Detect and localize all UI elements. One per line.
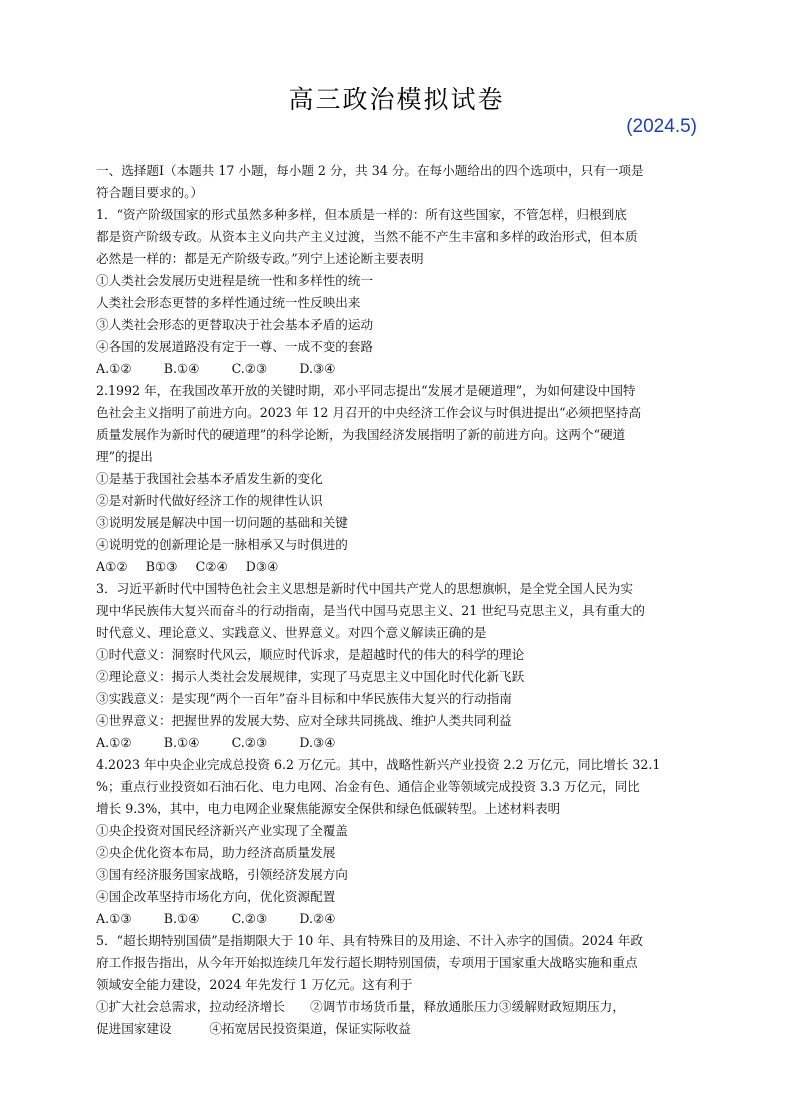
option-b: B.①④ [163,361,200,376]
choice-statement: ③国有经济服务国家战略，引领经济发展方向 [96,867,348,882]
choice-statement: ③实践意义：是实现“两个一百年”奋斗目标和中华民族伟大复兴的行动指南 [96,691,512,706]
question-stem: 色社会主义指明了前进方向。2023 年 12 月召开的中央经济工作会议与时俱进提出“必须把坚持高 [96,405,642,420]
option-b: B①③ [145,559,178,574]
choice-statement: ①人类社会发展历史进程是统一性和多样性的统一 [96,273,374,288]
question-3 [96,578,696,754]
option-a: A.①③ [96,911,132,926]
question-stem: 都是资产阶级专政。从资本主义向共产主义过渡，当然不能不产生丰富和多样的政治形式，但本质 [96,229,638,244]
choice-statement: ①扩大社会总需求，拉动经济增长 ②调节市场货币量，释放通胀压力③缓解财政短期压力， [96,999,625,1014]
choice-statement: ③人类社会形态的更替取决于社会基本矛盾的运动 [96,317,374,332]
question-stem: %；重点行业投资如石油石化、电力电网、冶金有色、通信企业等领域完成投资 3.3 万亿元，同比 [96,779,640,794]
question-4 [96,754,696,930]
section-instructions [96,160,696,204]
option-a: A.①② [96,361,132,376]
exam-date: (2024.5) [626,116,697,137]
choice-statement: ④国企改革坚持市场化方向，优化资源配置 [96,889,336,904]
question-stem: 质量发展作为新时代的硬道理”的科学论断，为我国经济发展指明了新的前进方向。这两个“硬道 [96,427,626,442]
choice-statement: ①央企投资对国民经济新兴产业实现了全覆盖 [96,823,348,838]
choice-statement: 人类社会形态更替的多样性通过统一性反映出来 [96,295,361,310]
text-line: 一、选择题Ⅰ（本题共 17 小题，每小题 2 分，共 34 分。在每小题给出的四个选项中，只有一项是 [96,163,644,178]
question-5 [96,930,696,1040]
answer-options [96,732,696,754]
question-stem: 理”的提出 [96,449,153,464]
text-line: 符合题目要求的。） [96,185,204,200]
option-d: D.③④ [299,735,336,750]
choice-statement: ②央企优化资本布局，助力经济高质量发展 [96,845,336,860]
page-title: 高三政治模拟试卷 [288,85,505,114]
option-d: D.③④ [299,361,336,376]
question-stem: 3．习近平新时代中国特色社会主义思想是新时代中国共产党人的思想旗帜，是全党全国人民为实 [96,581,633,596]
question-stem: 2.1992 年，在我国改革开放的关键时期，邓小平同志提出“发展才是硬道理”，为如何建设中国特 [96,383,636,398]
exam-body [96,160,696,1040]
option-d: D.②④ [299,911,336,926]
option-b: B.①④ [163,911,200,926]
question-1 [96,204,696,380]
choice-statement: ③说明发展是解决中国一切问题的基础和关键 [96,515,348,530]
option-c: C.②③ [231,735,268,750]
option-b: B.①④ [163,735,200,750]
question-2 [96,380,696,578]
option-a: A①② [96,559,128,574]
question-stem: 时代意义、理论意义、实践意义、世界意义。对四个意义解读正确的是 [96,625,487,640]
question-stem: 现中华民族伟大复兴而奋斗的行动指南，是当代中国马克思主义、21 世纪马克思主义，具有重大的 [96,603,645,618]
choice-statement: ④说明党的创新理论是一脉相承又与时俱进的 [96,537,348,552]
choice-statement: ④世界意义：把握世界的发展大势、应对全球共同挑战、维护人类共同利益 [96,713,512,728]
option-c: C②④ [195,559,228,574]
question-stem: 1．“资产阶级国家的形式虽然多种多样，但本质是一样的：所有这些国家，不管怎样，归根到底 [96,207,627,222]
answer-options [96,908,696,930]
option-c: C.②③ [231,361,268,376]
choice-statement: 促进国家建设 ④拓宽居民投资渠道，保证实际收益 [96,1021,411,1036]
question-stem: 必然是一样的：都是无产阶级专政。”列宁上述论断主要表明 [96,251,424,266]
question-stem: 5．“超长期特别国债”是指期限大于 10 年、具有特殊目的及用途、不计入赤字的国债。2024 年政 [96,933,643,948]
option-a: A.①② [96,735,132,750]
choice-statement: ①是基于我国社会基本矛盾发生新的变化 [96,471,323,486]
question-stem: 增长 9.3%，其中，电力电网企业聚焦能源安全保供和绿色低碳转型。上述材料表明 [96,801,561,816]
option-c: C.②③ [231,911,268,926]
answer-options [96,358,696,380]
option-d: D③④ [245,559,279,574]
choice-statement: ④各国的发展道路没有定于一尊、一成不变的套路 [96,339,374,354]
question-stem: 府工作报告指出，从今年开始拟连续几年发行超长期特别国债，专项用于国家重大战略实施和重点 [96,955,638,970]
choice-statement: ①时代意义：洞察时代风云，顺应时代诉求，是超越时代的伟大的科学的理论 [96,647,525,662]
choice-statement: ②理论意义：揭示人类社会发展规律，实现了马克思主义中国化时代化新飞跃 [96,669,525,684]
choice-statement: ②是对新时代做好经济工作的规律性认识 [96,493,323,508]
answer-options [96,556,696,578]
question-stem: 领域安全能力建设，2024 年先发行 1 万亿元。这有利于 [96,977,413,992]
question-stem: 4.2023 年中央企业完成总投资 6.2 万亿元。其中，战略性新兴产业投资 2.2 万亿元，同比增长 32.1 [96,757,661,772]
